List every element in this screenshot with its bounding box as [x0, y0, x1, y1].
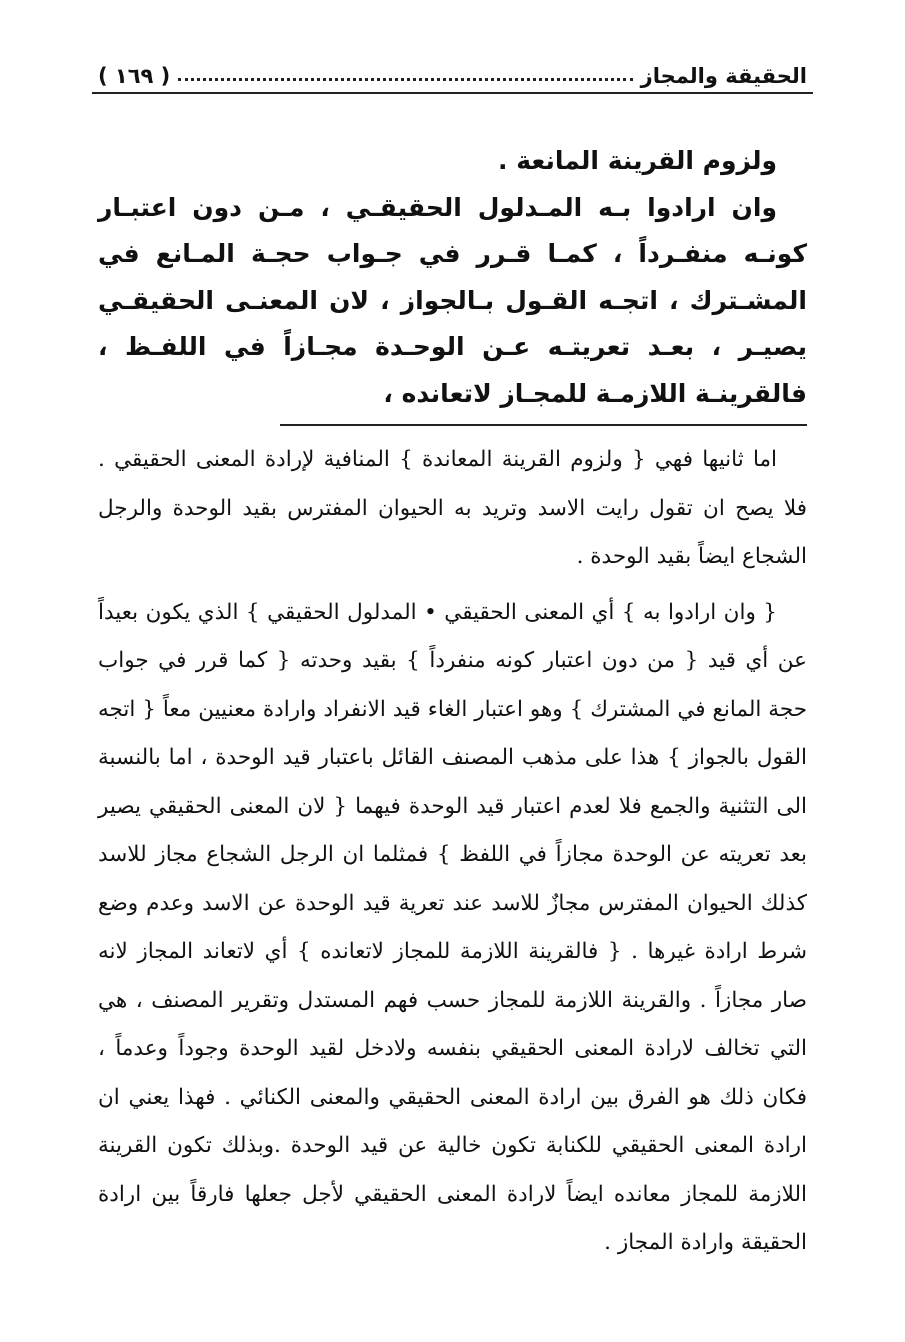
footnote-separator	[280, 424, 807, 426]
running-header	[98, 52, 807, 88]
commentary-paragraph: اما ثانيها فهي { ولزوم القرينة المعاندة } المنافية لإرادة المعنى الحقيقي . فلا يصح ان تقول رايت الاسد وتريد به الحيوان المفترس بقيد الوحدة والرجل الشجاع ايضاً بقيد الوحدة .	[98, 447, 807, 569]
page-number: ( ١٦٩ )	[98, 64, 171, 88]
main-text-paragraph: ولزوم القرينة المانعة .	[498, 146, 777, 175]
header-title: الحقيقة والمجاز	[640, 64, 807, 88]
header-leader-dots	[178, 77, 632, 81]
commentary-paragraph: { وان ارادوا به } أي المعنى الحقيقي • المدلول الحقيقي } الذي يكون بعيداً عن أي قيد { من دون اعتبار كونه منفرداً } بقيد وحدته { كما قرر في جواب حجة المانع في المشترك } وهو اعتبار الغاء قيد الانفراد وارادة معنيين معاً { اتجه القول بالجواز } هذا على مذهب المصنف القائل باعتبار قيد الوحدة ، اما بالنسبة الى التثنية والجمع فلا لعدم اعتبار قيد الوحدة فيهما { لان المعنى الحقيقي يصير بعد تعريته عن الوحدة مجازاً في اللفظ } فمثلما ان الرجل الشجاع مجاز للاسد كذلك الحيوان المفترس مجازٌ للاسد عند تعرية قيد الوحدة عن الاسد وعدم وضع شرط ارادة غيرها . { فالقرينة اللازمة للمجاز لاتعانده } أي لاتعاند المجاز لانه صار مجازاً . والقرينة اللازمة للمجاز حسب فهم المستدل وتقرير المصنف ، هي التي تخالف لارادة المعنى الحقيقي بنفسه ولادخل لقيد الوحدة وجوداً وعدماً ، فكان ذلك هو الفرق بين ارادة المعنى الحقيقي والمعنى الكنائي . فهذا يعني ان ارادة المعنى الحقيقي للكنابة تكون خالية عن قيد الوحدة .وبذلك تكون القرينة اللازمة للمجاز معانده ايضاً لارادة المعنى الحقيقي لأجل جعلها فارقاً بين ارادة الحقيقة وارادة المجاز .	[98, 599, 807, 1255]
header-rule	[92, 92, 813, 94]
main-text	[98, 138, 807, 417]
main-text-paragraph: وان ارادوا بـه المـدلول الحقيقـي ، مـن دون اعتبـار كونـه منفـرداً ، كمـا قـرر في جـواب حجـة المـانع في المشـترك ، اتجـه القـول بـالجواز ، لان المعنـى الحقيقـي يصيـر ، بعـد تعريتـه عـن الوحـدة مجـازاً في اللفـظ ، فالقرينـة اللازمـة للمجـاز لاتعانده ،	[98, 192, 807, 408]
commentary-text	[98, 436, 807, 1268]
